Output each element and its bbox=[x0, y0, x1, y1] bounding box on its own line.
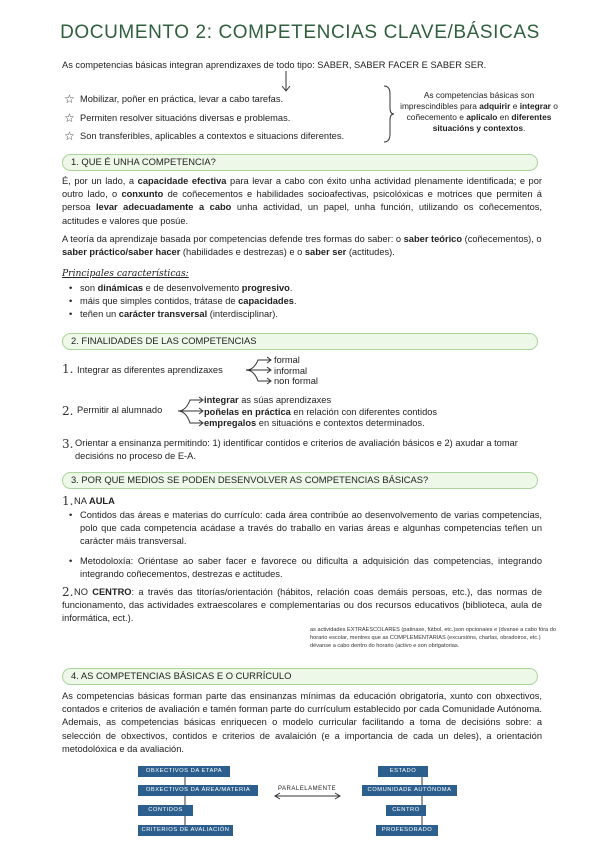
item-number: 3. bbox=[62, 437, 74, 451]
list-item: • Metodoloxía: Oriéntase ao saber facer e favorece ou dificulta a adquisición das competencias, integrando integrando coñecementos, destrezas e actitudes. bbox=[62, 555, 542, 581]
item-number: 1. bbox=[62, 494, 74, 508]
list-item: • son dinámicas e de desenvolvemento progresivo. bbox=[62, 282, 522, 295]
star-item: ☆ Permiten resolver situacións diversas e problemas. bbox=[64, 110, 291, 125]
diagram-box-left: OBXECTIVOS DA ETAPA bbox=[138, 766, 230, 777]
section-header-3: 3. POR QUE MEDIOS SE PODEN DESENVOLVER AS COMPETENCIAS BÁSICAS? bbox=[62, 472, 538, 489]
right-brace-icon bbox=[382, 84, 396, 144]
item-number: 2. bbox=[62, 404, 74, 418]
intro-text: As competencias básicas integran aprendizaxes de todo tipo: SABER, SABER FACER E SABER SER. bbox=[62, 60, 487, 70]
finalidade-2: Permitir al alumnado bbox=[77, 405, 163, 415]
item-number: 2. bbox=[62, 585, 74, 599]
diagram-box-left: OBXECTIVOS DA ÁREA/MATERIA bbox=[138, 785, 258, 796]
diagram-box-right: ESTADO bbox=[378, 766, 428, 777]
branch-arrows-icon bbox=[244, 355, 276, 387]
section-header-4: 4. AS COMPETENCIAS BÁSICAS E O CURRÍCULO bbox=[62, 668, 538, 685]
aula-list bbox=[62, 509, 542, 581]
side-note: As competencias básicas son imprescindibles para adquirir e integrar o coñecemento e aplicalo en diferentes situacións y contextos. bbox=[400, 90, 558, 133]
star-item: ☆ Son transferibles, aplicables a contextos e situacions diferentes. bbox=[64, 129, 345, 143]
diagram-box-right: CENTRO bbox=[386, 805, 426, 816]
diagram-middle-label: PARALELAMENTE bbox=[278, 786, 337, 792]
characteristics-list bbox=[62, 282, 522, 322]
star-icon: ☆ bbox=[64, 92, 75, 106]
aula-heading: NA AULA bbox=[74, 496, 115, 506]
characteristics-title: Principales características: bbox=[62, 268, 189, 279]
list-item: • máis que simples contidos, trátase de capacidades. bbox=[62, 295, 522, 308]
list-item: • teñen un carácter transversal (interdisciplinar). bbox=[62, 308, 522, 321]
section-header-1: 1. QUE É UNHA COMPETENCIA? bbox=[62, 154, 538, 171]
centro-text: NO CENTRO: a través das titorías/orientación (hábitos, relación coas demáis persoas, etc.), das normas de funcionamento, das actividades extraescolares e complementarias ou dos recursos educativos (biblioteca, aula de informática, ect.). bbox=[62, 587, 543, 624]
star-icon: ☆ bbox=[64, 129, 75, 143]
diagram-box-left: CRITERIOS DE AVALIACIÓN bbox=[138, 825, 233, 836]
list-item: • Contidos das áreas e materias do currículo: cada área contribúe ao desenvolvemento de varias competencias, polo que cada competencia acádase a través do traballo en varias áreas e algunhas competencias teñen un carácter máis transversal. bbox=[62, 509, 542, 549]
star-list bbox=[64, 90, 394, 146]
footnote: as actividades EXTRAESCOLARES (patinaxe, fútbol, etc.)son opcionaies e (dvanse a cabo fóra do horario escolar, mentres que as COMPLEMENTARIAS (excursións, charlas, obradoiros, etc.) dévanse a cabo dentro do horario (activo e son obrigatorias. bbox=[310, 627, 556, 650]
s1-paragraph-1: É, por un lado, a capacidade efectiva para levar a cabo con éxito unha actividad plenamente identificada; e por outro lado, o conxunto de coñecementos e habilidades socioafectivas, psicolóxicas e motrices que permiten á persoa levar adecuadamente a cabo unha actividad, un papel, unha función, utilizando os coñecementos, actitudes e valores que posúe. bbox=[62, 176, 542, 226]
diagram-box-left: CONTIDOS bbox=[138, 805, 193, 816]
star-item: ☆ Mobilizar, poñer en práctica, levar a cabo tarefas. bbox=[64, 92, 284, 106]
s1-paragraph-2: A teoría da aprendizaje basada por competencias defende tres formas do saber: o saber teórico (coñecementos), o saber práctico/saber hacer (habilidades e destrezas) e o saber ser (actitudes). bbox=[62, 234, 542, 258]
s4-paragraph: As competencias básicas forman parte das ensinanzas mínimas da educación obrigatoria, xunto con obxectivos, contados e criterios de avaliación e tamén forman parte do currículum establecido por cada Comunidade Autónoma. Ademais, as competencias básicas enriquecen o modelo curricular facilitando a toma de decisións sobre: a selección de obxectivos, contidos e criterios de avalaición (e a importancia de cada un deles), a orientación metodolóxica e da avaliación. bbox=[62, 691, 542, 754]
finalidade-1: Integrar as diferentes aprendizaxes bbox=[77, 365, 223, 375]
diagram-box-right: PROFESORADO bbox=[376, 825, 438, 836]
item-number: 1. bbox=[62, 362, 74, 376]
diagram-box-right: COMUNIDADE AUTÓNOMA bbox=[362, 785, 457, 796]
finalidade-3: Orientar a ensinanza permitindo: 1) identificar contidos e criterios de avaliación básicos e 2) axudar a tomar decisións no proceso de E-A. bbox=[75, 438, 518, 462]
page-title: DOCUMENTO 2: COMPETENCIAS CLAVE/BÁSICAS bbox=[60, 22, 540, 43]
section-header-2: 2. FINALIDADES DE LAS COMPETENCIAS bbox=[62, 333, 538, 350]
finalidade-2-branches: integrar as súas aprendizaxes poñelas en práctica en relación con diferentes contidos empregalos en situacións e contextos determinados. bbox=[204, 395, 438, 428]
finalidade-1-branches: formal informal non formal bbox=[274, 355, 318, 386]
star-icon: ☆ bbox=[64, 110, 75, 125]
